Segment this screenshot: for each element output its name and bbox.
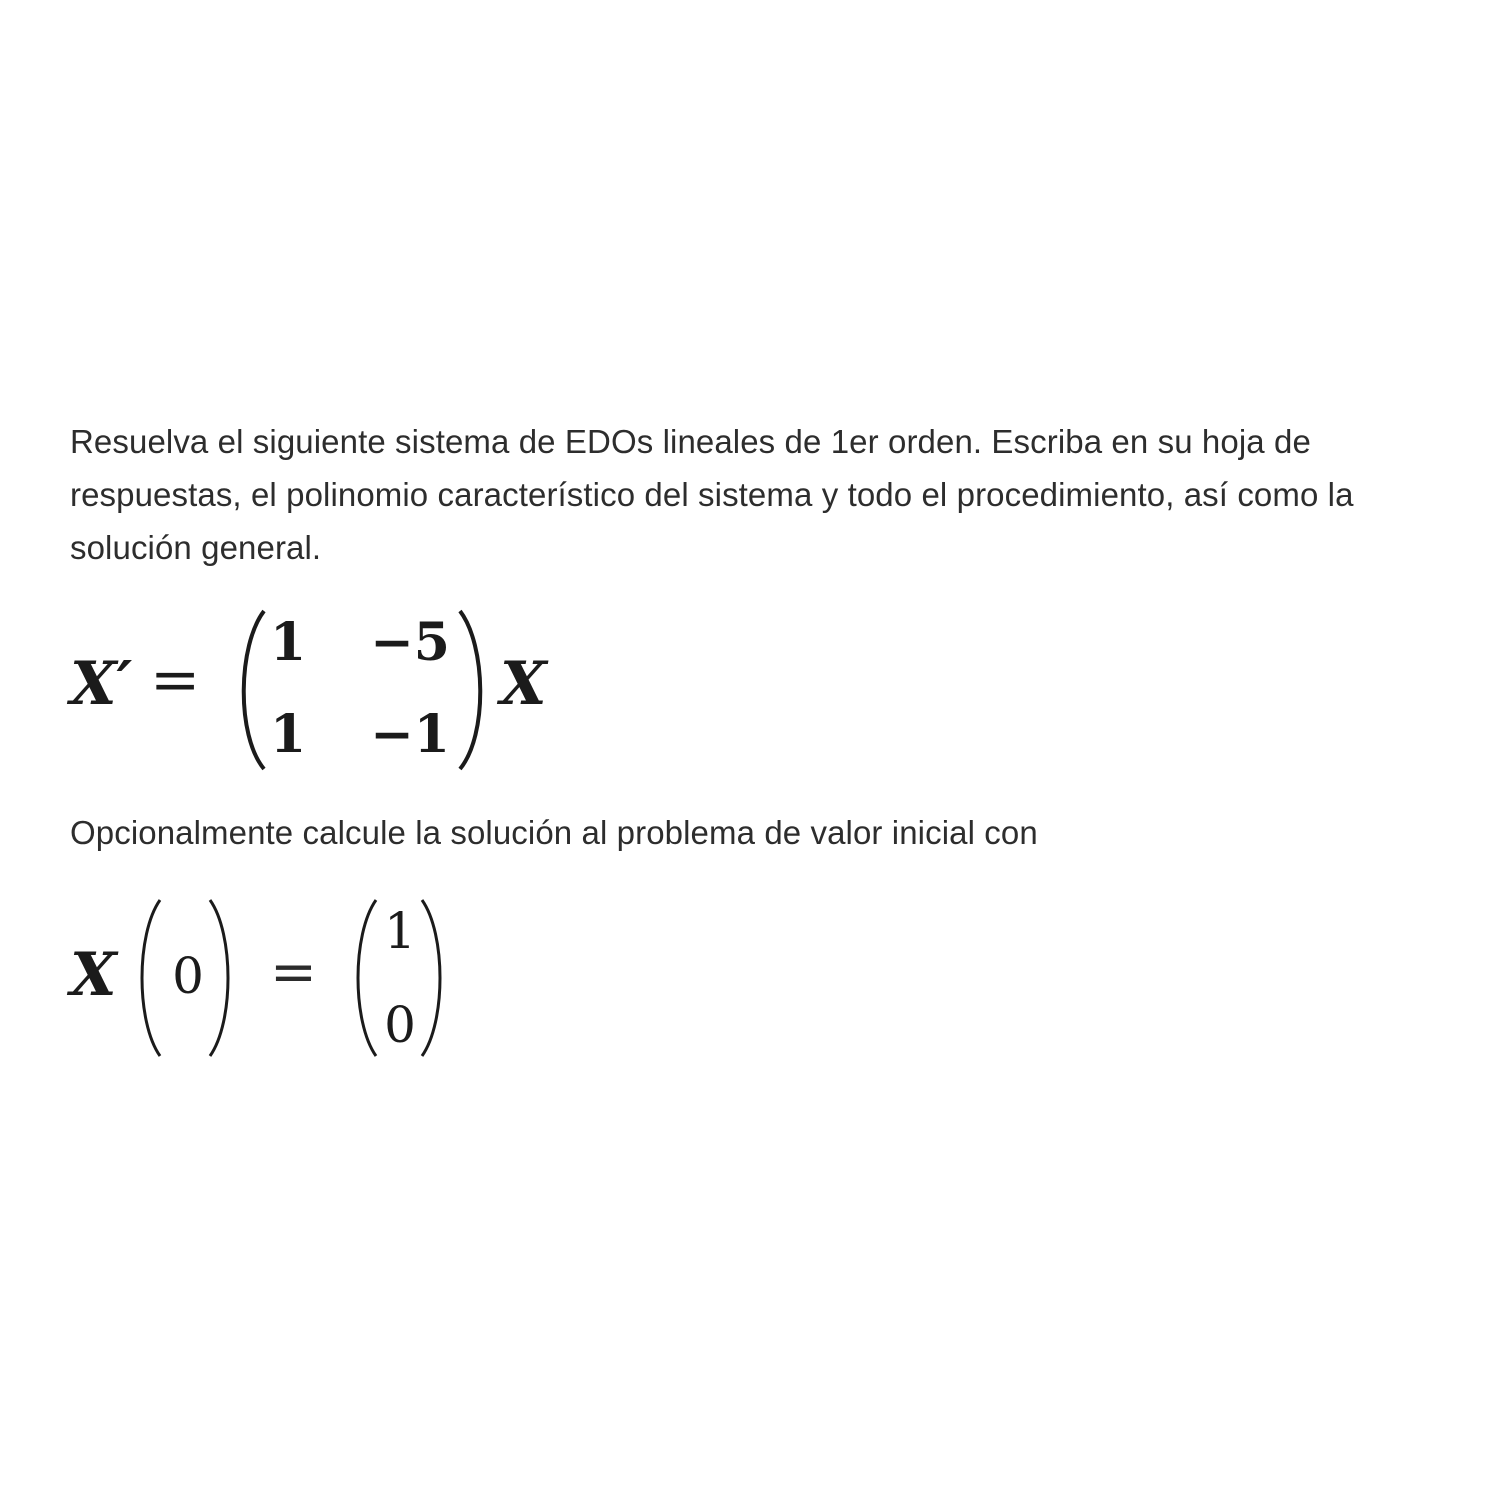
matrix-cell: 1 [270,704,307,765]
system-equation [70,605,590,775]
initial-condition-equation [70,892,490,1062]
vector-entry: 0 [384,996,416,1054]
equals-sign: = [150,645,201,715]
matrix-right-paren [454,605,494,775]
argument-left-paren [130,896,166,1060]
ic-equals-sign: = [270,940,317,1005]
ic-x-symbol: X [70,940,117,1010]
optional-paragraph: Opcionalmente calcule la solución al problema de valor inicial con [70,814,1038,851]
vector-left-paren [346,896,382,1060]
matrix-left-paren [230,605,270,775]
matrix-cell: −5 [370,612,450,673]
ic-argument: 0 [172,947,204,1005]
lhs-x-prime: X′ [70,649,133,719]
vector-right-paren [416,896,452,1060]
intro-paragraph: Resuelva el siguiente sistema de EDOs lineales de 1er orden. Escriba en su hoja de respuestas, el polinomio característico del sistema y todo el procedimiento, así como la solución general. [70,423,1354,566]
argument-right-paren [204,896,240,1060]
matrix-cell: 1 [270,612,307,673]
rhs-x-vector: X [500,649,547,719]
vector-entry: 1 [384,902,416,960]
matrix-cell: −1 [370,704,450,765]
